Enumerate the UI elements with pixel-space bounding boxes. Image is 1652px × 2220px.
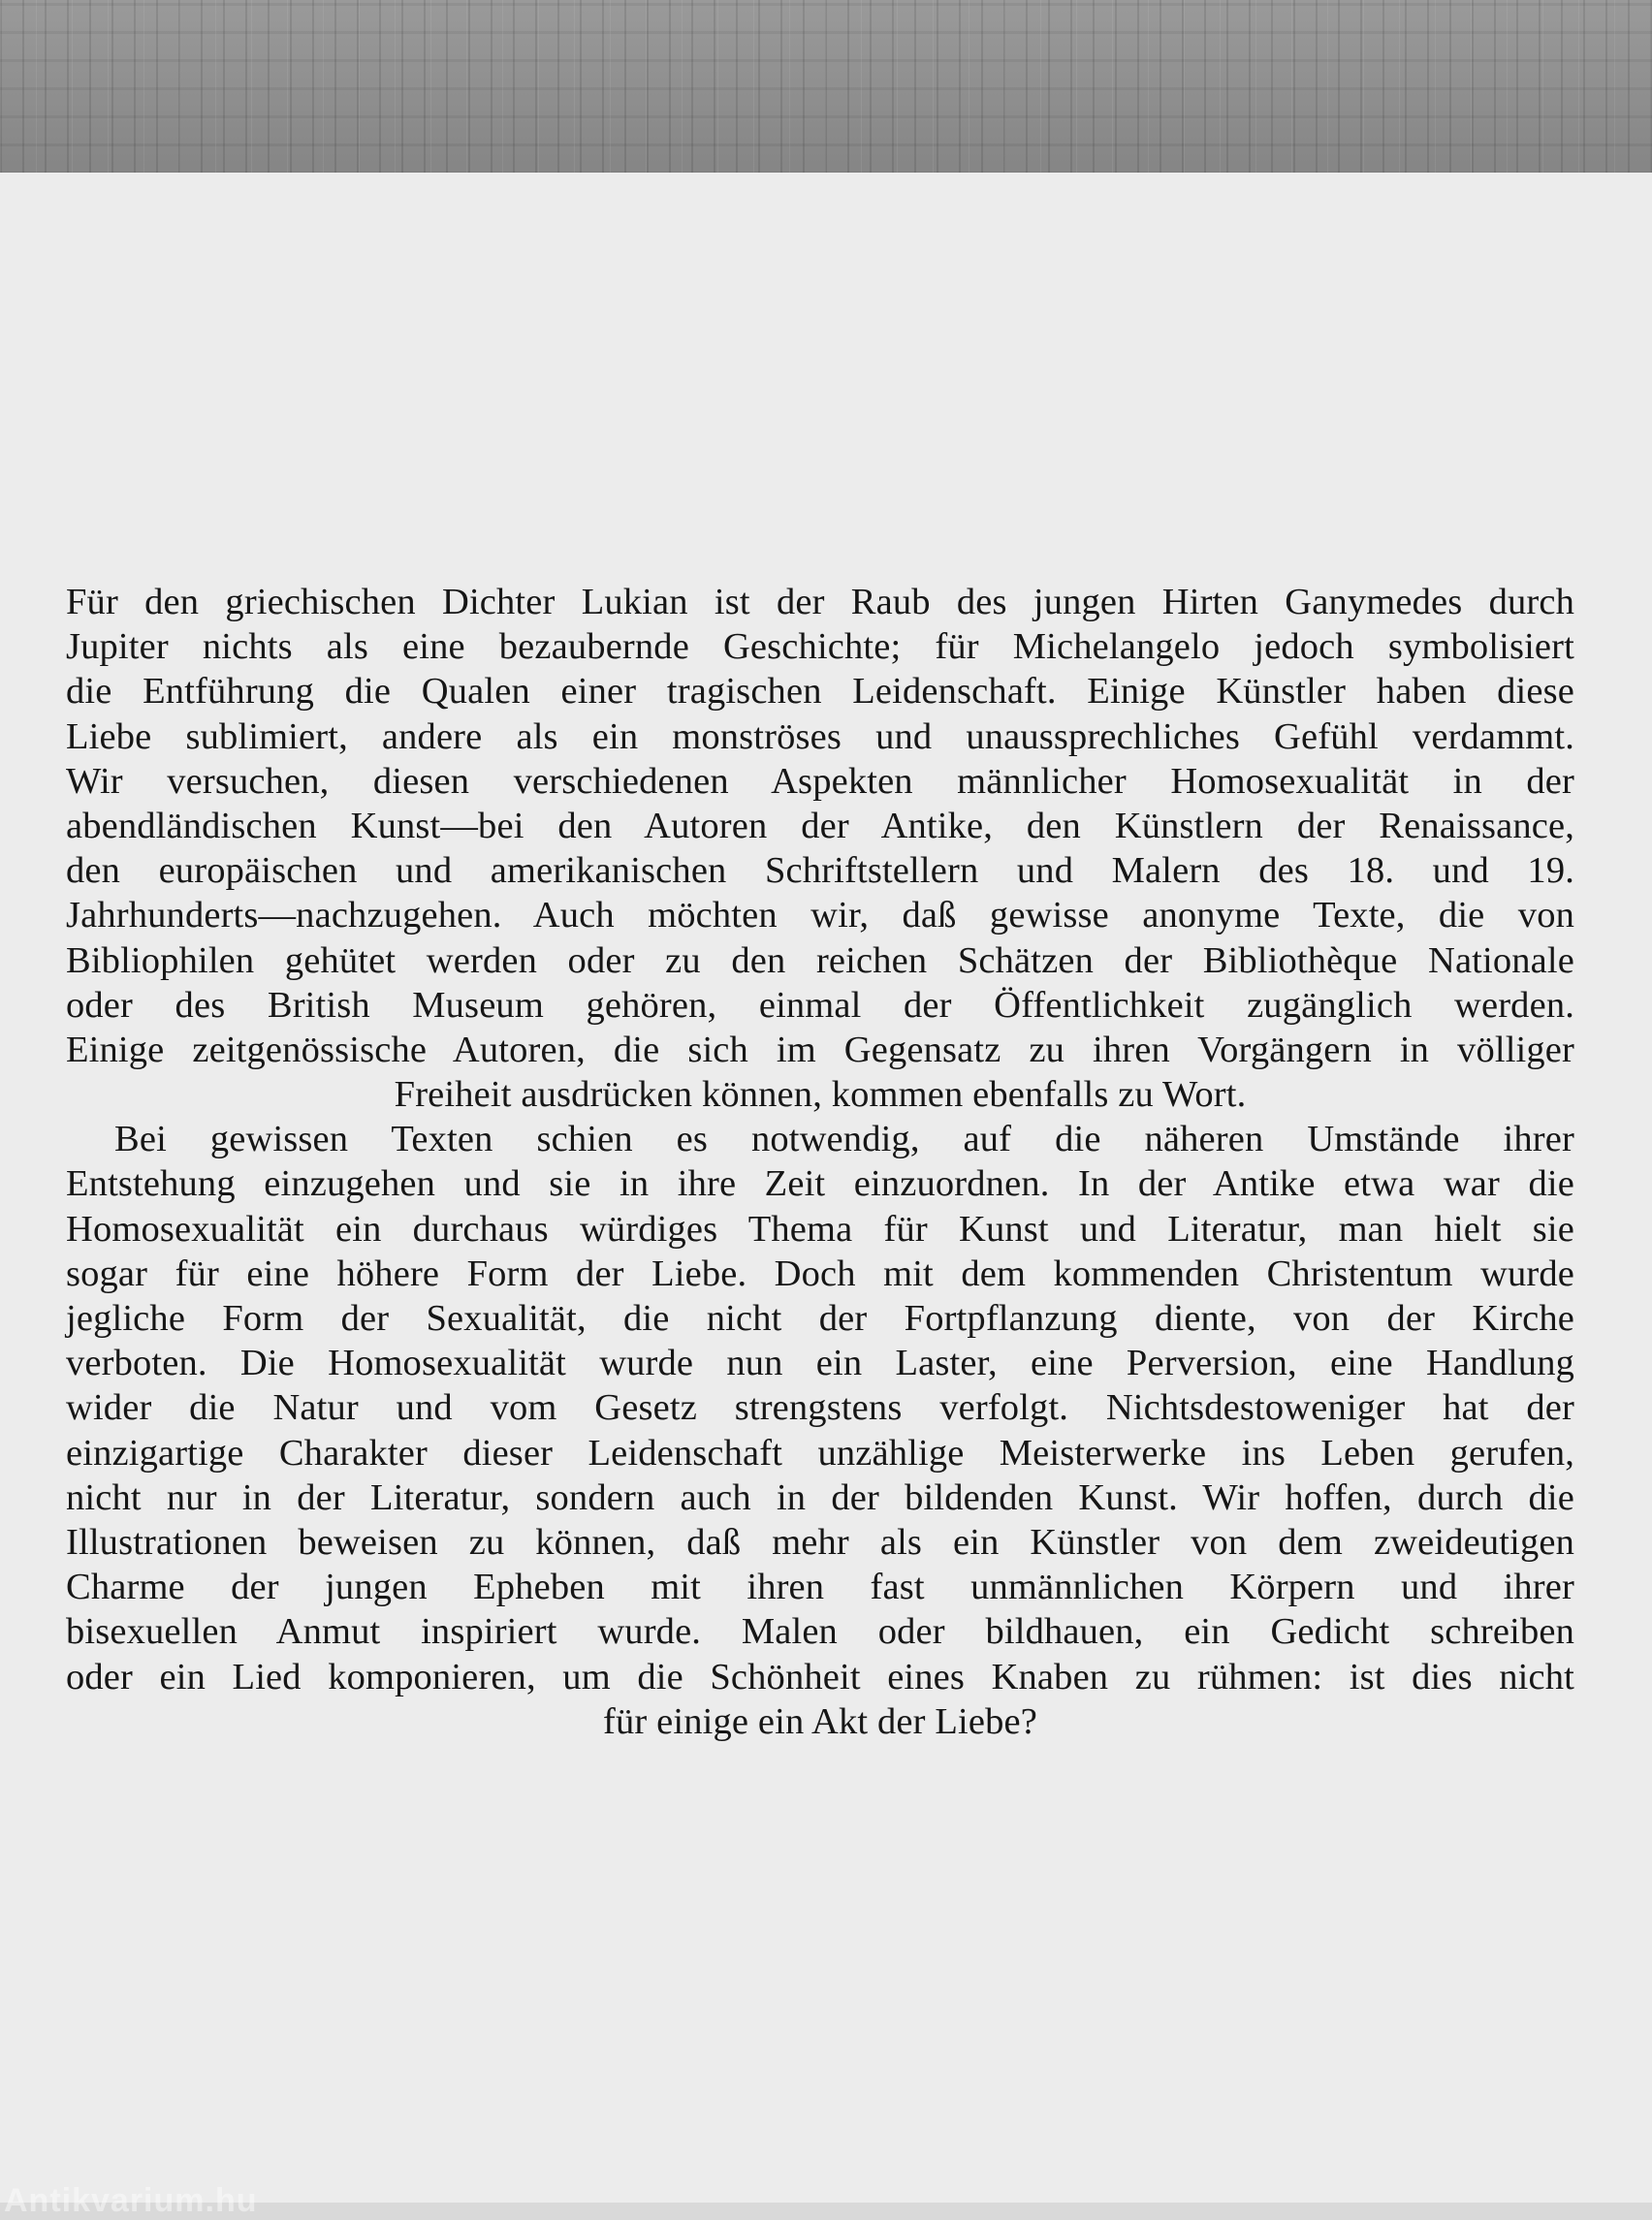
text-line: Homosexualität ein durchaus würdiges Thema für Kunst und Literatur, man hielt sie (66, 1208, 1574, 1250)
text-line: Wir versuchen, diesen verschiedenen Aspekten männlicher Homosexualität in der (66, 760, 1574, 802)
text-line: nicht nur in der Literatur, sondern auch in der bildenden Kunst. Wir hoffen, durch die (66, 1476, 1574, 1518)
text-line: wider die Natur und vom Gesetz strengstens verfolgt. Nichtsdestoweniger hat der (66, 1387, 1574, 1429)
text-line: verboten. Die Homosexualität wurde nun ein Laster, eine Perversion, eine Handlung (66, 1343, 1574, 1384)
text-line: Liebe sublimiert, andere als ein monströses und unaussprechliches Gefühl verdammt. (66, 715, 1574, 757)
text-line-paragraph-end: Freiheit ausdrücken können, kommen ebenfalls zu Wort. (394, 1074, 1247, 1116)
background-texture-strip (0, 0, 1652, 174)
text-line: Jahrhunderts—nachzugehen. Auch möchten wir, daß gewisse anonyme Texte, die von (66, 895, 1574, 936)
text-line: jegliche Form der Sexualität, die nicht der Fortpflanzung diente, von der Kirche (66, 1298, 1574, 1339)
text-line-paragraph-start: Bei gewissen Texten schien es notwendig, auf die näheren Umstände ihrer (114, 1119, 1574, 1160)
text-line: Bibliophilen gehütet werden oder zu den reichen Schätzen der Bibliothèque Nationale (66, 939, 1574, 981)
body-text-block (66, 580, 1574, 1744)
text-line: Charme der jungen Epheben mit ihren fast unmännlichen Körpern und ihrer (66, 1567, 1574, 1608)
text-line: den europäischen und amerikanischen Schriftstellern und Malern des 18. und 19. (66, 850, 1574, 892)
text-line: Entstehung einzugehen und sie in ihre Zeit einzuordnen. In der Antike etwa war die (66, 1163, 1574, 1205)
watermark-text: Antikvarium.hu (4, 2182, 258, 2219)
text-line: abendländischen Kunst—bei den Autoren der Antike, den Künstlern der Renaissance, (66, 805, 1574, 846)
text-line: Einige zeitgenössische Autoren, die sich im Gegensatz zu ihren Vorgängern in völliger (66, 1029, 1574, 1070)
text-line: sogar für eine höhere Form der Liebe. Doch mit dem kommenden Christentum wurde (66, 1253, 1574, 1294)
text-line: Illustrationen beweisen zu können, daß mehr als ein Künstler von dem zweideutigen (66, 1521, 1574, 1563)
text-line: einzigartige Charakter dieser Leidenschaft unzählige Meisterwerke ins Leben gerufen, (66, 1432, 1574, 1474)
text-line: oder des British Museum gehören, einmal der Öffentlichkeit zugänglich werden. (66, 984, 1574, 1026)
text-line: oder ein Lied komponieren, um die Schönheit eines Knaben zu rühmen: ist dies nicht (66, 1656, 1574, 1697)
text-line: die Entführung die Qualen einer tragischen Leidenschaft. Einige Künstler haben diese (66, 671, 1574, 713)
text-line: Jupiter nichts als eine bezaubernde Geschichte; für Michelangelo jedoch symbolisiert (66, 626, 1574, 668)
text-line: bisexuellen Anmut inspiriert wurde. Malen oder bildhauen, ein Gedicht schreiben (66, 1611, 1574, 1653)
text-line-paragraph-end: für einige ein Akt der Liebe? (603, 1700, 1037, 1742)
text-line: Für den griechischen Dichter Lukian ist der Raub des jungen Hirten Ganymedes durch (66, 582, 1574, 622)
